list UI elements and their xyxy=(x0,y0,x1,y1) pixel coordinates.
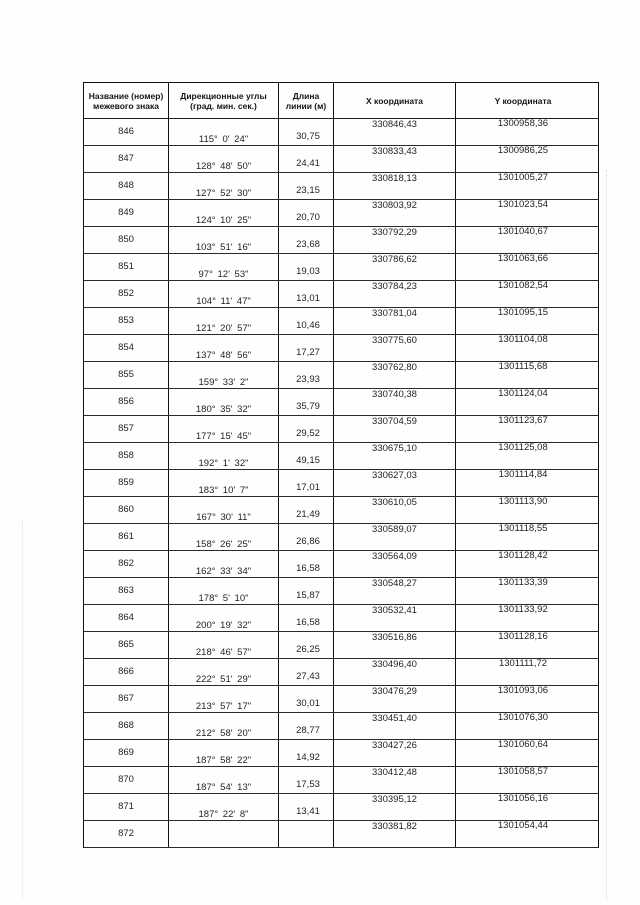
table-row xyxy=(84,821,599,848)
line-length: 19,03 xyxy=(279,254,334,280)
direction-angle: 137° 48' 56" xyxy=(169,335,279,361)
y-coordinate: 1301095,15 xyxy=(456,308,599,334)
x-coordinate: 330784,23 xyxy=(334,281,456,307)
x-coordinate: 330833,43 xyxy=(334,146,456,172)
line-length: 26,86 xyxy=(279,524,334,550)
table-row xyxy=(84,146,599,173)
x-coordinate: 330627,03 xyxy=(334,470,456,496)
table-row xyxy=(84,632,599,659)
x-coordinate: 330740,38 xyxy=(334,389,456,415)
table-row xyxy=(84,119,599,146)
header-angle-line: (град. мин. сек.) xyxy=(190,100,257,111)
direction-angle: 162° 33' 34" xyxy=(169,551,279,577)
mark-number: 854 xyxy=(84,335,169,361)
mark-number: 856 xyxy=(84,389,169,415)
direction-angle: 121° 20' 57" xyxy=(169,308,279,334)
mark-number: 847 xyxy=(84,146,169,172)
mark-number: 848 xyxy=(84,173,169,199)
mark-number: 849 xyxy=(84,200,169,226)
line-length: 10,46 xyxy=(279,308,334,334)
mark-number: 857 xyxy=(84,416,169,442)
header-angle-line: Дирекционные углы xyxy=(180,90,267,101)
header-length xyxy=(279,83,334,118)
line-length: 30,01 xyxy=(279,686,334,712)
boundary-marks-table xyxy=(83,82,599,848)
y-coordinate: 1301056,16 xyxy=(456,794,599,820)
direction-angle: 200° 19' 32" xyxy=(169,605,279,631)
mark-number: 869 xyxy=(84,740,169,766)
y-coordinate: 1301114,84 xyxy=(456,470,599,496)
mark-number: 858 xyxy=(84,443,169,469)
mark-number: 860 xyxy=(84,497,169,523)
table-row xyxy=(84,578,599,605)
direction-angle: 222° 51' 29" xyxy=(169,659,279,685)
y-coordinate: 1301093,06 xyxy=(456,686,599,712)
line-length: 23,93 xyxy=(279,362,334,388)
x-coordinate: 330516,86 xyxy=(334,632,456,658)
line-length: 13,01 xyxy=(279,281,334,307)
mark-number: 864 xyxy=(84,605,169,631)
line-length: 28,77 xyxy=(279,713,334,739)
y-coordinate: 1301133,39 xyxy=(456,578,599,604)
x-coordinate: 330675,10 xyxy=(334,443,456,469)
table-row xyxy=(84,173,599,200)
line-length: 15,87 xyxy=(279,578,334,604)
empty-length-cell xyxy=(279,821,334,847)
header-mark-line: межевого знака xyxy=(93,100,159,111)
y-coordinate: 1301124,04 xyxy=(456,389,599,415)
x-coordinate: 330762,80 xyxy=(334,362,456,388)
direction-angle: 192° 1' 32" xyxy=(169,443,279,469)
line-length: 35,79 xyxy=(279,389,334,415)
line-length: 13,41 xyxy=(279,794,334,820)
line-length: 24,41 xyxy=(279,146,334,172)
mark-number: 855 xyxy=(84,362,169,388)
mark-number: 862 xyxy=(84,551,169,577)
scan-artifact xyxy=(606,170,607,900)
line-length: 16,58 xyxy=(279,605,334,631)
x-coordinate: 330775,60 xyxy=(334,335,456,361)
mark-number: 871 xyxy=(84,794,169,820)
header-y-coordinate xyxy=(456,83,599,118)
y-coordinate: 1301104,08 xyxy=(456,335,599,361)
x-coordinate: 330412,48 xyxy=(334,767,456,793)
y-coordinate: 1301060,64 xyxy=(456,740,599,766)
direction-angle: 97° 12' 53" xyxy=(169,254,279,280)
header-y-label: Y координата xyxy=(494,95,552,106)
x-coordinate: 330395,12 xyxy=(334,794,456,820)
y-coordinate: 1301115,68 xyxy=(456,362,599,388)
x-coordinate: 330427,26 xyxy=(334,740,456,766)
mark-number: 865 xyxy=(84,632,169,658)
line-length: 29,52 xyxy=(279,416,334,442)
mark-number: 853 xyxy=(84,308,169,334)
y-coordinate: 1301125,08 xyxy=(456,443,599,469)
table-row xyxy=(84,524,599,551)
y-coordinate: 1301111,72 xyxy=(456,659,599,685)
direction-angle: 124° 10' 25" xyxy=(169,200,279,226)
direction-angle: 180° 35' 32" xyxy=(169,389,279,415)
y-coordinate: 1301118,55 xyxy=(456,524,599,550)
line-length: 14,92 xyxy=(279,740,334,766)
table-row xyxy=(84,335,599,362)
header-mark-line: Название (номер) xyxy=(88,90,164,101)
mark-number: 863 xyxy=(84,578,169,604)
y-coordinate: 1301082,54 xyxy=(456,281,599,307)
table-row xyxy=(84,281,599,308)
table-row xyxy=(84,551,599,578)
mark-number: 867 xyxy=(84,686,169,712)
table-row xyxy=(84,200,599,227)
y-coordinate: 1301063,66 xyxy=(456,254,599,280)
mark-number: 850 xyxy=(84,227,169,253)
table-row xyxy=(84,362,599,389)
direction-angle: 158° 26' 25" xyxy=(169,524,279,550)
direction-angle: 187° 54' 13" xyxy=(169,767,279,793)
direction-angle: 115° 0' 24" xyxy=(169,119,279,145)
y-coordinate: 1301023,54 xyxy=(456,200,599,226)
x-coordinate: 330451,40 xyxy=(334,713,456,739)
x-coordinate: 330548,27 xyxy=(334,578,456,604)
line-length: 20,70 xyxy=(279,200,334,226)
y-coordinate: 1301128,16 xyxy=(456,632,599,658)
line-length: 49,15 xyxy=(279,443,334,469)
x-coordinate: 330589,07 xyxy=(334,524,456,550)
x-coordinate: 330786,62 xyxy=(334,254,456,280)
mark-number: 870 xyxy=(84,767,169,793)
header-angle xyxy=(169,83,279,118)
mark-number: 851 xyxy=(84,254,169,280)
x-coordinate: 330564,09 xyxy=(334,551,456,577)
table-row xyxy=(84,227,599,254)
header-x-label: X координата xyxy=(366,95,423,106)
table-row xyxy=(84,308,599,335)
direction-angle: 167° 30' 11" xyxy=(169,497,279,523)
x-coordinate: 330846,43 xyxy=(334,119,456,145)
mark-number: 852 xyxy=(84,281,169,307)
header-length-line: линии (м) xyxy=(285,100,327,111)
table-row xyxy=(84,497,599,524)
line-length: 21,49 xyxy=(279,497,334,523)
mark-number: 866 xyxy=(84,659,169,685)
mark-number: 872 xyxy=(84,821,169,847)
line-length: 16,58 xyxy=(279,551,334,577)
table-row xyxy=(84,254,599,281)
table-row xyxy=(84,767,599,794)
table-row xyxy=(84,416,599,443)
table-row xyxy=(84,470,599,497)
y-coordinate: 1301133,92 xyxy=(456,605,599,631)
line-length: 17,01 xyxy=(279,470,334,496)
direction-angle: 127° 52' 30" xyxy=(169,173,279,199)
line-length: 30,75 xyxy=(279,119,334,145)
table-row xyxy=(84,713,599,740)
table-row xyxy=(84,740,599,767)
y-coordinate: 1301054,44 xyxy=(456,821,599,847)
direction-angle: 183° 10' 7" xyxy=(169,470,279,496)
mark-number: 861 xyxy=(84,524,169,550)
line-length: 17,27 xyxy=(279,335,334,361)
x-coordinate: 330610,05 xyxy=(334,497,456,523)
line-length: 27,43 xyxy=(279,659,334,685)
empty-angle-cell xyxy=(169,821,279,847)
x-coordinate: 330818,13 xyxy=(334,173,456,199)
table-row xyxy=(84,686,599,713)
direction-angle: 218° 46' 57" xyxy=(169,632,279,658)
direction-angle: 104° 11' 47" xyxy=(169,281,279,307)
table-row xyxy=(84,659,599,686)
line-length: 17,53 xyxy=(279,767,334,793)
line-length: 23,15 xyxy=(279,173,334,199)
y-coordinate: 1301058,57 xyxy=(456,767,599,793)
direction-angle: 213° 57' 17" xyxy=(169,686,279,712)
direction-angle: 177° 15' 45" xyxy=(169,416,279,442)
table-row xyxy=(84,605,599,632)
x-coordinate: 330803,92 xyxy=(334,200,456,226)
header-length-line: Длина xyxy=(292,90,320,101)
x-coordinate: 330781,04 xyxy=(334,308,456,334)
table-row xyxy=(84,389,599,416)
y-coordinate: 1301040,67 xyxy=(456,227,599,253)
y-coordinate: 1301076,30 xyxy=(456,713,599,739)
x-coordinate: 330704,59 xyxy=(334,416,456,442)
direction-angle: 159° 33' 2" xyxy=(169,362,279,388)
mark-number: 859 xyxy=(84,470,169,496)
x-coordinate: 330476,29 xyxy=(334,686,456,712)
line-length: 23,68 xyxy=(279,227,334,253)
table-header xyxy=(84,83,599,119)
direction-angle: 187° 58' 22" xyxy=(169,740,279,766)
mark-number: 868 xyxy=(84,713,169,739)
y-coordinate: 1301005,27 xyxy=(456,173,599,199)
x-coordinate: 330792,29 xyxy=(334,227,456,253)
direction-angle: 187° 22' 8" xyxy=(169,794,279,820)
header-mark xyxy=(84,83,169,118)
direction-angle: 178° 5' 10" xyxy=(169,578,279,604)
mark-number: 846 xyxy=(84,119,169,145)
x-coordinate: 330496,40 xyxy=(334,659,456,685)
y-coordinate: 1301128,42 xyxy=(456,551,599,577)
direction-angle: 212° 58' 20" xyxy=(169,713,279,739)
scan-artifact xyxy=(22,520,23,900)
direction-angle: 128° 48' 50" xyxy=(169,146,279,172)
direction-angle: 103° 51' 16" xyxy=(169,227,279,253)
table-row xyxy=(84,794,599,821)
y-coordinate: 1301113,90 xyxy=(456,497,599,523)
header-x-coordinate xyxy=(334,83,456,118)
y-coordinate: 1300986,25 xyxy=(456,146,599,172)
y-coordinate: 1301123,67 xyxy=(456,416,599,442)
table-row xyxy=(84,443,599,470)
x-coordinate: 330381,82 xyxy=(334,821,456,847)
line-length: 26,25 xyxy=(279,632,334,658)
y-coordinate: 1300958,36 xyxy=(456,119,599,145)
x-coordinate: 330532,41 xyxy=(334,605,456,631)
